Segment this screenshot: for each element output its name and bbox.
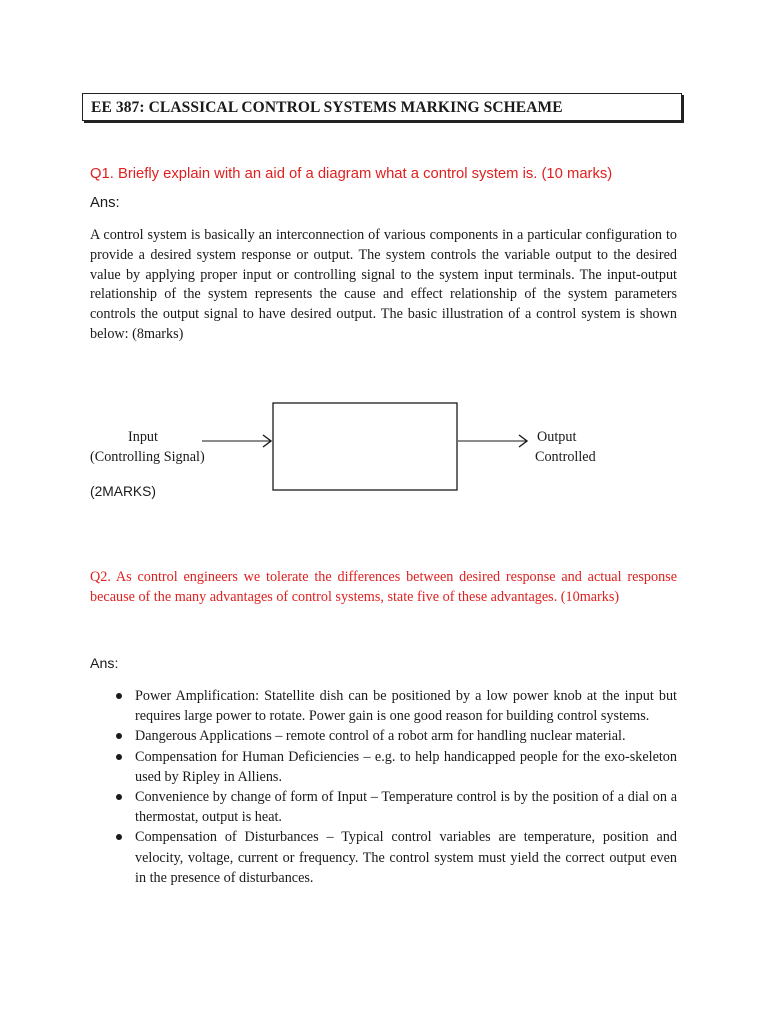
list-item-text: Convenience by change of form of Input – Temperature control is by the position of a dial on a thermostat, output is heat. <box>135 789 677 826</box>
diagram-input-label: Input <box>128 429 158 445</box>
answer-1-label: Ans: <box>90 195 120 211</box>
list-item-text: Dangerous Applications – remote control of a robot arm for handling nuclear material. <box>135 728 626 745</box>
list-item-text: Power Amplification: Statellite dish can be positioned by a low power knob at the input but requires large power to rotate. Power gain is one good reason for building control systems. <box>135 688 677 725</box>
question-2: Q2. As control engineers we tolerate the differences between desired response and actual response because of the many advantages of control systems, state five of these advantages. (10marks) <box>90 569 677 605</box>
diagram-input-sublabel: (Controlling Signal) <box>90 449 205 465</box>
diagram-output-sublabel: Controlled <box>535 449 596 465</box>
list-item <box>90 787 677 827</box>
document-title-box <box>82 93 682 121</box>
list-item <box>90 827 677 888</box>
control-system-block <box>273 403 457 490</box>
advantages-list <box>90 686 677 888</box>
diagram-marks: (2MARKS) <box>90 484 156 499</box>
bullet-icon <box>116 794 122 800</box>
list-item <box>90 686 677 726</box>
diagram-output-label: Output <box>537 429 577 445</box>
list-item <box>90 747 677 787</box>
list-item-text: Compensation of Disturbances – Typical control variables are temperature, position and velocity, voltage, current or frequency. The control system must yield the correct output even in the presence of disturbances. <box>135 829 677 886</box>
output-arrow-head <box>519 435 527 447</box>
question-1: Q1. Briefly explain with an aid of a diagram what a control system is. (10 marks) <box>90 166 613 182</box>
bullet-icon <box>116 693 122 699</box>
document-title: EE 387: CLASSICAL CONTROL SYSTEMS MARKING SCHEAME <box>91 99 563 116</box>
list-item <box>90 726 677 746</box>
list-item-text: Compensation for Human Deficiencies – e.g. to help handicapped people for the exo-skeleton used by Ripley in Alliens. <box>135 748 677 785</box>
bullet-icon <box>116 834 122 840</box>
answer-2-label: Ans: <box>90 656 119 672</box>
bullet-icon <box>116 754 122 760</box>
input-arrow-head <box>263 435 271 447</box>
answer-1-text: A control system is basically an interconnection of various components in a particular configuration to provide a desired system response or output. The system controls the variable output to the desired value by applying proper input or controlling signal to the system input terminals. The input-output relationship of the system represents the cause and effect relationship of the system parameters controls the output signal to have desired output. The basic illustration of a control system is shown below: (8marks) <box>90 227 677 342</box>
bullet-icon <box>116 733 122 739</box>
